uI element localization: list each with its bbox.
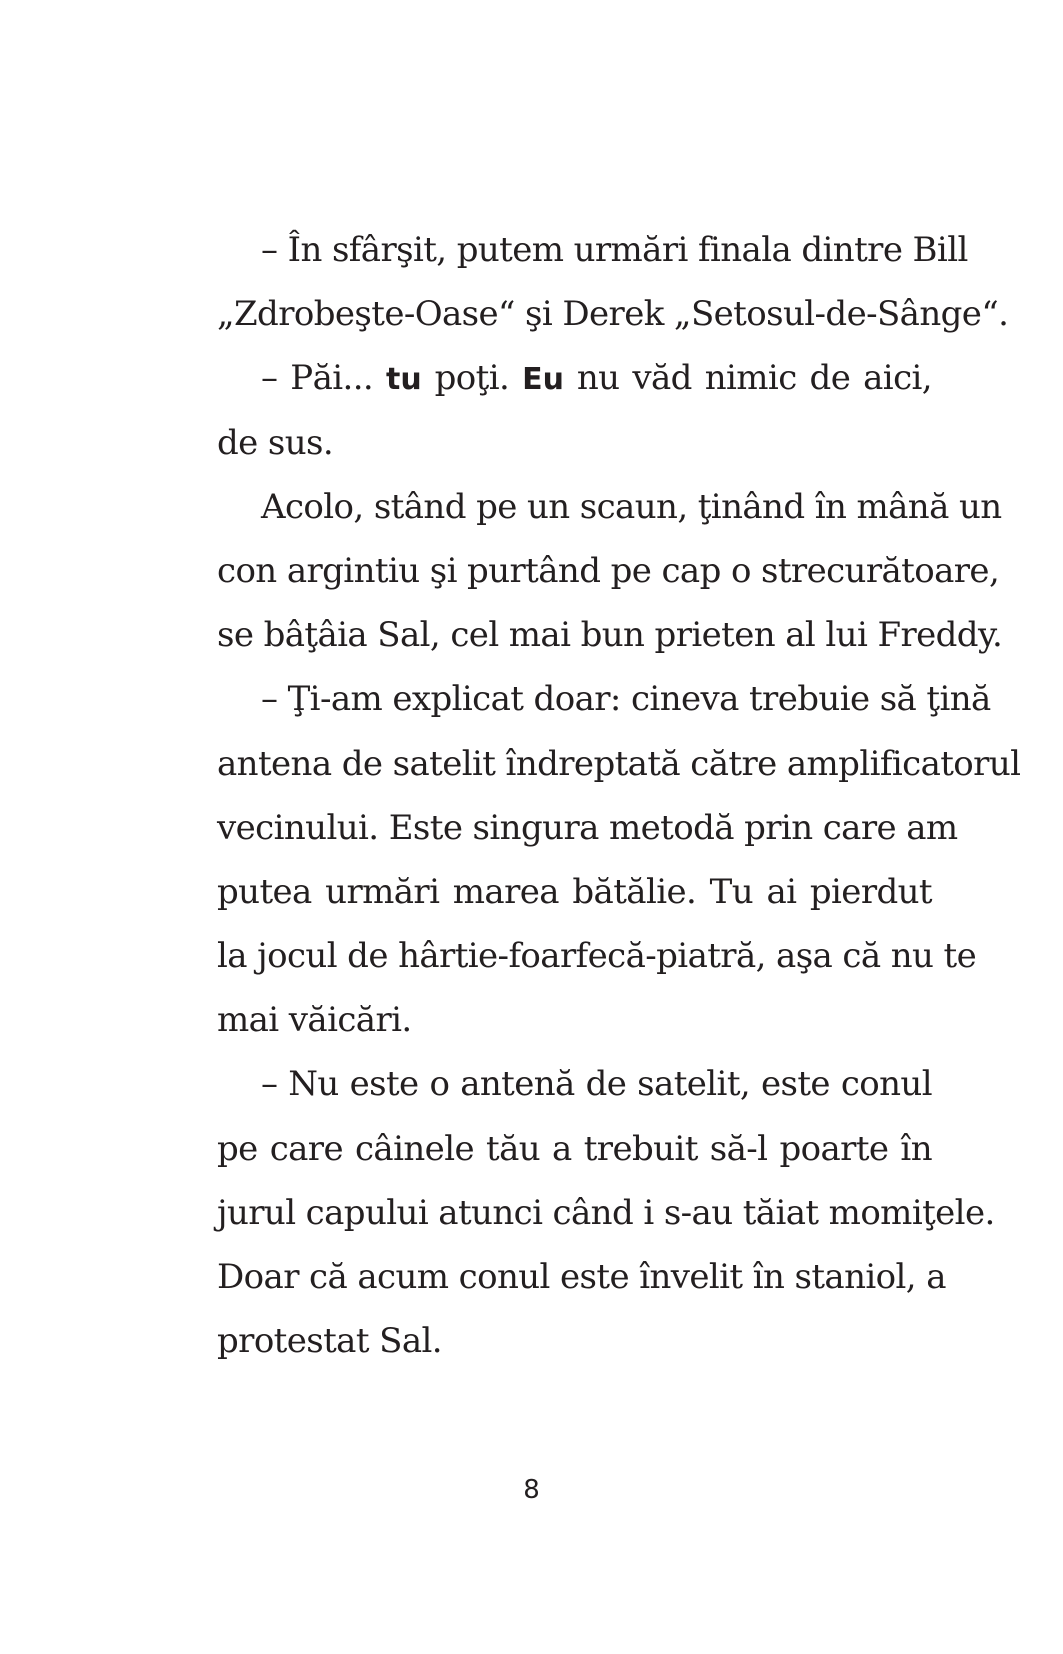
text-run: poţi.	[421, 358, 523, 399]
text-run: – Păi...	[261, 358, 387, 399]
text-line: – În sfârşit, putem urmări finala dintre Bill	[261, 230, 968, 270]
paragraph-5	[217, 1052, 995, 1373]
paragraph-1	[217, 218, 1009, 346]
text-line: – Nu este o antenă de satelit, este conul	[261, 1064, 932, 1105]
text-line: Acolo, stând pe un scaun, ţinând în mână un	[261, 486, 1002, 527]
text-line: antena de satelit îndreptată către amplificatorul	[217, 743, 1021, 784]
text-line: putea urmări marea bătălie. Tu ai pierdut	[217, 871, 932, 912]
emphasis-word: Eu	[522, 362, 564, 398]
body-text	[217, 218, 1021, 1373]
text-line: mai văicări.	[217, 1000, 412, 1041]
text-line	[217, 346, 932, 410]
text-line: Doar că acum conul este învelit în staniol, a	[217, 1257, 946, 1297]
text-line: con argintiu şi purtând pe cap o strecurătoare,	[217, 550, 1000, 591]
page-number: 8	[523, 1475, 540, 1505]
text-line: jurul capului atunci când i s-au tăiat momiţele.	[217, 1192, 995, 1233]
emphasis-word: tu	[386, 362, 422, 398]
text-line: de sus.	[217, 422, 334, 463]
text-line: protestat Sal.	[217, 1321, 442, 1362]
text-line: – Ţi-am explicat doar: cineva trebuie să ţină	[261, 679, 991, 720]
paragraph-4	[217, 667, 1021, 1052]
paragraph-2	[217, 346, 932, 474]
text-line: vecinului. Este singura metodă prin care am	[217, 807, 958, 848]
text-line: pe care câinele tău a trebuit să-l poarte în	[217, 1128, 932, 1169]
text-line: se bâţâia Sal, cel mai bun prieten al lui Freddy.	[217, 615, 1003, 656]
text-run: nu văd nimic de aici,	[563, 358, 932, 399]
text-line: „Zdrobeşte-Oase“ şi Derek „Setosul-de-Sânge“.	[217, 294, 1009, 335]
paragraph-3	[217, 475, 1003, 668]
text-line: la jocul de hârtie-foarfecă-piatră, aşa că nu te	[217, 936, 977, 977]
